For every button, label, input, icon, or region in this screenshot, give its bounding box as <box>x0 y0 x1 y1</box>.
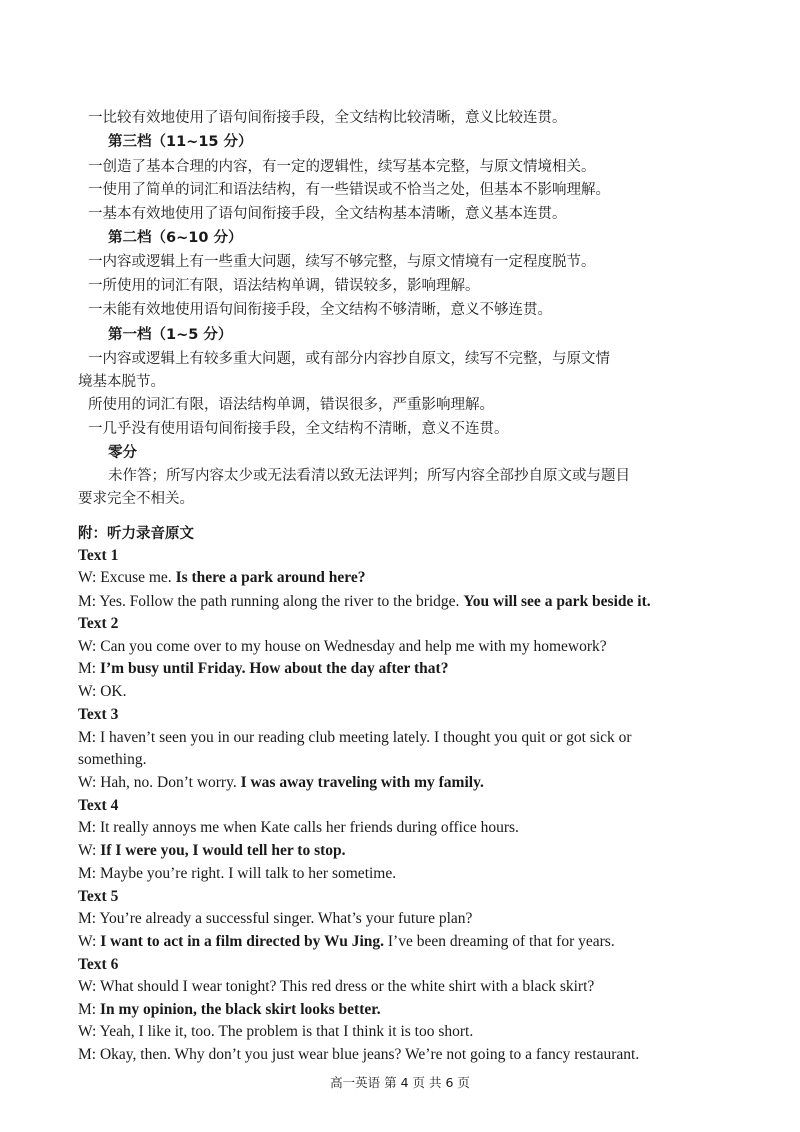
dialogue-text: W: Yeah, I like it, too. The problem is that I think it is too short. <box>78 1023 474 1040</box>
rubric-level-heading: 第三档（11~15 分） <box>108 134 253 150</box>
answer-highlight: If I were you, I would tell her to stop. <box>100 842 346 859</box>
dialogue-text: W: What should I wear tonight? This red dress or the white shirt with a black skirt? <box>78 978 595 995</box>
rubric-line: 未作答；所写内容太少或无法看清以致无法评判；所写内容全部抄自原文或与题目 <box>108 468 630 484</box>
dialogue-text: M: It really annoys me when Kate calls her friends during office hours. <box>78 819 519 836</box>
dialogue-text: M: <box>78 1001 100 1018</box>
rubric-level-heading: 零分 <box>108 445 137 461</box>
rubric-line: 要求完全不相关。 <box>78 491 194 507</box>
dialogue-text: M: <box>78 660 100 677</box>
transcript-line <box>78 637 607 657</box>
rubric-line: 一比较有效地使用了语句间衔接手段，全文结构比较清晰，意义比较连贯。 <box>88 110 567 126</box>
answer-highlight: In my opinion, the black skirt looks better. <box>99 1001 381 1018</box>
rubric-line: 一内容或逻辑上有一些重大问题，续写不够完整，与原文情境有一定程度脱节。 <box>88 254 596 270</box>
dialogue-text: something. <box>78 751 147 768</box>
dialogue-text: M: Okay, then. Why don’t you just wear blue jeans? We’re not going to a fancy restaurant. <box>78 1046 640 1063</box>
page-footer: 高一英语 第 4 页 共 6 页 <box>330 1075 470 1090</box>
transcript-heading <box>78 955 118 975</box>
transcript-line <box>78 1000 381 1020</box>
answer-highlight: Text 2 <box>78 615 119 632</box>
transcript-line <box>78 932 615 952</box>
transcript-line <box>78 682 127 702</box>
rubric-level-heading: 第一档（1~5 分） <box>108 327 233 343</box>
transcript-line <box>78 773 484 793</box>
transcript-heading <box>78 796 118 816</box>
transcript-line <box>78 728 632 748</box>
dialogue-text: W: Excuse me. <box>78 569 176 586</box>
rubric-line: 一使用了简单的词汇和语法结构，有一些错误或不恰当之处，但基本不影响理解。 <box>88 182 610 198</box>
transcript-line <box>78 750 146 770</box>
transcript-line <box>78 841 346 861</box>
transcript-heading <box>78 887 118 907</box>
dialogue-text: M: Maybe you’re right. I will talk to her sometime. <box>78 865 397 882</box>
transcript-heading <box>78 614 118 634</box>
transcript-line <box>78 592 651 612</box>
dialogue-text: W: <box>78 842 101 859</box>
transcript-heading <box>78 546 118 566</box>
answer-highlight: I’m busy until Friday. How about the day after that? <box>99 660 449 677</box>
rubric-line: 一创造了基本合理的内容，有一定的逻辑性，续写基本完整，与原文情境相关。 <box>88 159 596 175</box>
rubric-line: 一未能有效地使用语句间衔接手段，全文结构不够清晰，意义不够连贯。 <box>88 302 552 318</box>
rubric-line: 境基本脱节。 <box>78 374 165 390</box>
answer-highlight: Text 4 <box>78 797 119 814</box>
dialogue-text: I’ve been dreaming of that for years. <box>384 933 615 950</box>
dialogue-text: M: I haven’t seen you in our reading club meeting lately. I thought you quit or got sick or <box>78 729 632 746</box>
dialogue-text: W: Hah, no. Don’t worry. <box>78 774 241 791</box>
rubric-level-heading: 第二档（6~10 分） <box>108 230 243 246</box>
transcript-line <box>78 977 594 997</box>
answer-highlight: Is there a park around here? <box>175 569 366 586</box>
transcript-line <box>78 818 519 838</box>
transcript-line <box>78 1022 473 1042</box>
rubric-line: 一所使用的词汇有限，语法结构单调，错误较多，影响理解。 <box>88 278 480 294</box>
appendix-title: 附：听力录音原文 <box>78 526 194 542</box>
transcript-heading <box>78 705 118 725</box>
answer-highlight: Text 1 <box>78 547 119 564</box>
rubric-line: 一几乎没有使用语句间衔接手段，全文结构不清晰，意义不连贯。 <box>88 421 509 437</box>
answer-highlight: Text 6 <box>78 956 119 973</box>
transcript-line <box>78 568 365 588</box>
dialogue-text: W: <box>78 933 101 950</box>
rubric-line: 所使用的词汇有限，语法结构单调，错误很多，严重影响理解。 <box>88 397 494 413</box>
transcript-line <box>78 659 448 679</box>
answer-highlight: You will see a park beside it. <box>463 593 651 610</box>
answer-highlight: Text 5 <box>78 888 119 905</box>
dialogue-text: W: OK. <box>78 683 127 700</box>
dialogue-text: M: Yes. Follow the path running along the river to the bridge. <box>78 593 464 610</box>
transcript-line <box>78 864 396 884</box>
dialogue-text: W: Can you come over to my house on Wednesday and help me with my homework? <box>78 638 607 655</box>
transcript-line <box>78 909 472 929</box>
rubric-line: 一内容或逻辑上有较多重大问题，或有部分内容抄自原文，续写不完整，与原文情 <box>88 351 610 367</box>
dialogue-text: M: You’re already a successful singer. What’s your future plan? <box>78 910 473 927</box>
transcript-line <box>78 1045 639 1065</box>
answer-highlight: I want to act in a film directed by Wu Jing. <box>100 933 385 950</box>
answer-highlight: I was away traveling with my family. <box>240 774 484 791</box>
answer-highlight: Text 3 <box>78 706 119 723</box>
rubric-line: 一基本有效地使用了语句间衔接手段，全文结构基本清晰，意义基本连贯。 <box>88 206 567 222</box>
